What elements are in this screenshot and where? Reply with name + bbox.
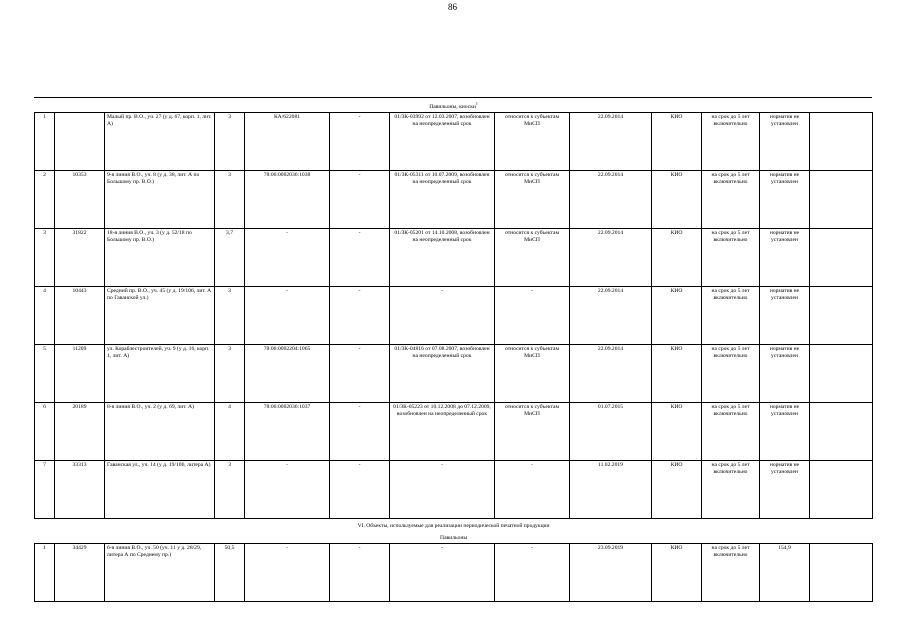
page-number: 86: [448, 2, 457, 12]
cell-term: на срок до 5 лет включительно: [702, 345, 760, 403]
cell-code: 10353: [55, 171, 105, 229]
cell-date: 22.09.2014: [570, 113, 652, 171]
group-one-rows: [35, 113, 873, 519]
table-row: [35, 345, 873, 403]
cell-type: КИО: [652, 229, 702, 287]
cell-subject: относится к субъектам МиСП: [495, 345, 570, 403]
table-row: [35, 287, 873, 345]
section-six-heading: VI. Объекты, используемые для реализации периодической печатной продукции: [357, 523, 550, 529]
cell-norm: норматив не установлен: [760, 171, 810, 229]
cell-term: на срок до 5 лет включительно: [702, 287, 760, 345]
cell-kadastr: КА/622081: [245, 113, 330, 171]
cell-n: 6: [35, 403, 55, 461]
section-six-heading-row: [35, 519, 873, 532]
cell-qty: 3: [215, 345, 245, 403]
cell-kadastr: -: [245, 544, 330, 602]
cell-code: 11209: [55, 345, 105, 403]
cell-term: на срок до 5 лет включительно: [702, 461, 760, 519]
cell-norm: норматив не установлен: [760, 403, 810, 461]
cell-dash1: -: [330, 345, 390, 403]
cell-norm: норматив не установлен: [760, 287, 810, 345]
cell-contract: -: [390, 287, 495, 345]
cell-qty: 3,7: [215, 229, 245, 287]
cell-subject: относится к субъектам МиСП: [495, 171, 570, 229]
cell-qty: 50,5: [215, 544, 245, 602]
cell-subject: относится к субъектам МиСП: [495, 229, 570, 287]
cell-qty: 3: [215, 113, 245, 171]
cell-qty: 3: [215, 461, 245, 519]
cell-kadastr: -: [245, 287, 330, 345]
cell-contract: 01/ЗК-05223 от 10.12.2008 до 07.12.2009, возобновлен на неопределенный срок: [390, 403, 495, 461]
cell-kadastr: -: [245, 461, 330, 519]
cell-date: 22.09.2014: [570, 287, 652, 345]
cell-dash1: -: [330, 113, 390, 171]
table-row: [35, 171, 873, 229]
cell-date: 22.09.2014: [570, 345, 652, 403]
cell-address: 6-я линия В.О., уч. 50 (уч. 11 у д. 28/29, литера А по Среднему пр.): [105, 544, 215, 602]
cell-code: 10443: [55, 287, 105, 345]
cell-subject: относится к субъектам МиСП: [495, 403, 570, 461]
cell-extra: [810, 113, 873, 171]
cell-date: 01.07.2015: [570, 403, 652, 461]
cell-type: КИО: [652, 171, 702, 229]
cell-code: [55, 113, 105, 171]
cell-dash1: -: [330, 461, 390, 519]
group-two-heading: Павильоны: [35, 531, 873, 544]
cell-kadastr: -: [245, 229, 330, 287]
cell-date: 22.09.2014: [570, 229, 652, 287]
group-one-heading-row: [35, 100, 873, 113]
cell-n: 3: [35, 229, 55, 287]
cell-n: 2: [35, 171, 55, 229]
cell-term: на срок до 5 лет включительно: [702, 113, 760, 171]
cell-norm: норматив не установлен: [760, 345, 810, 403]
schema-table: [34, 100, 873, 602]
cell-n: 4: [35, 287, 55, 345]
cell-term: на срок до 5 лет включительно: [702, 171, 760, 229]
cell-code: 33313: [55, 461, 105, 519]
cell-type: КИО: [652, 544, 702, 602]
cell-kadastr: 78:06:0002204:1065: [245, 345, 330, 403]
cell-qty: 3: [215, 171, 245, 229]
cell-code: 20189: [55, 403, 105, 461]
cell-extra: [810, 544, 873, 602]
cell-contract: -: [390, 461, 495, 519]
cell-contract: 01/ЗК-04816 от 07.08.2007, возобновлен на неопределенный срок: [390, 345, 495, 403]
cell-n: 1: [35, 544, 55, 602]
cell-n: 5: [35, 345, 55, 403]
cell-address: Гаванская ул., уч. 14 (у д. 19/106, литера А): [105, 461, 215, 519]
cell-address: Средний пр. В.О., уч. 45 (у д. 19/106, лит. А по Гаванской ул.): [105, 287, 215, 345]
cell-n: 7: [35, 461, 55, 519]
cell-norm: норматив не установлен: [760, 113, 810, 171]
cell-code: 34429: [55, 544, 105, 602]
table-row: [35, 403, 873, 461]
cell-date: 11.02.2019: [570, 461, 652, 519]
cell-address: 9-я линия В.О., уч. 8 (у д. 38, лит. А по Большому пр. В.О.): [105, 171, 215, 229]
cell-type: КИО: [652, 113, 702, 171]
top-rule: [34, 97, 872, 98]
group-one-heading: Павильоны, киоски$^1$: [429, 101, 478, 110]
group-two-rows: [35, 544, 873, 602]
cell-type: КИО: [652, 287, 702, 345]
cell-extra: [810, 461, 873, 519]
group-two-heading-row: [35, 531, 873, 544]
table-row: [35, 229, 873, 287]
cell-extra: [810, 171, 873, 229]
cell-norm: 154,9: [760, 544, 810, 602]
cell-type: КИО: [652, 345, 702, 403]
cell-dash1: -: [330, 544, 390, 602]
cell-dash1: -: [330, 287, 390, 345]
cell-dash1: -: [330, 229, 390, 287]
cell-dash1: -: [330, 403, 390, 461]
cell-term: на срок до 5 лет включительно: [702, 403, 760, 461]
cell-norm: норматив не установлен: [760, 461, 810, 519]
cell-norm: норматив не установлен: [760, 229, 810, 287]
cell-subject: -: [495, 461, 570, 519]
table-row: [35, 544, 873, 602]
cell-type: КИО: [652, 461, 702, 519]
cell-address: ул. Кораблестроителей, уч. 9 (у д. 16, корп. 1, лит. А): [105, 345, 215, 403]
cell-qty: 4: [215, 403, 245, 461]
table-row: [35, 113, 873, 171]
cell-subject: -: [495, 287, 570, 345]
cell-term: на срок до 5 лет включительно: [702, 229, 760, 287]
cell-date: 23.09.2019: [570, 544, 652, 602]
cell-contract: -: [390, 544, 495, 602]
cell-term: на срок до 5 лет включительно: [702, 544, 760, 602]
cell-contract: 01/ЗК-05311 от 10.07.2009, возобновлен на неопределенный срок: [390, 171, 495, 229]
cell-n: 1: [35, 113, 55, 171]
cell-address: 18-я линия В.О., уч. 3 (у д. 52/18 по Большому пр. В.О.): [105, 229, 215, 287]
cell-contract: 01/ЗК-03992 от 12.03.2007, возобновлен на неопределенный срок: [390, 113, 495, 171]
cell-kadastr: 78:06:0002036:1037: [245, 403, 330, 461]
cell-qty: 3: [215, 287, 245, 345]
cell-date: 22.09.2014: [570, 171, 652, 229]
cell-extra: [810, 229, 873, 287]
cell-address: 8-я линия В.О., уч. 2 (у д. 69, лит. А): [105, 403, 215, 461]
cell-dash1: -: [330, 171, 390, 229]
cell-extra: [810, 345, 873, 403]
cell-contract: 01/ЗК-05201 от 14.10.2008, возобновлен на неопределенный срок: [390, 229, 495, 287]
cell-extra: [810, 287, 873, 345]
cell-subject: относится к субъектам МиСП: [495, 113, 570, 171]
cell-subject: -: [495, 544, 570, 602]
cell-address: Малый пр. В.О., уч. 27 (у д. 67, корп. 1, лит. А): [105, 113, 215, 171]
cell-type: КИО: [652, 403, 702, 461]
cell-kadastr: 78:06:0002036:1038: [245, 171, 330, 229]
table-row: [35, 461, 873, 519]
cell-extra: [810, 403, 873, 461]
cell-code: 31822: [55, 229, 105, 287]
